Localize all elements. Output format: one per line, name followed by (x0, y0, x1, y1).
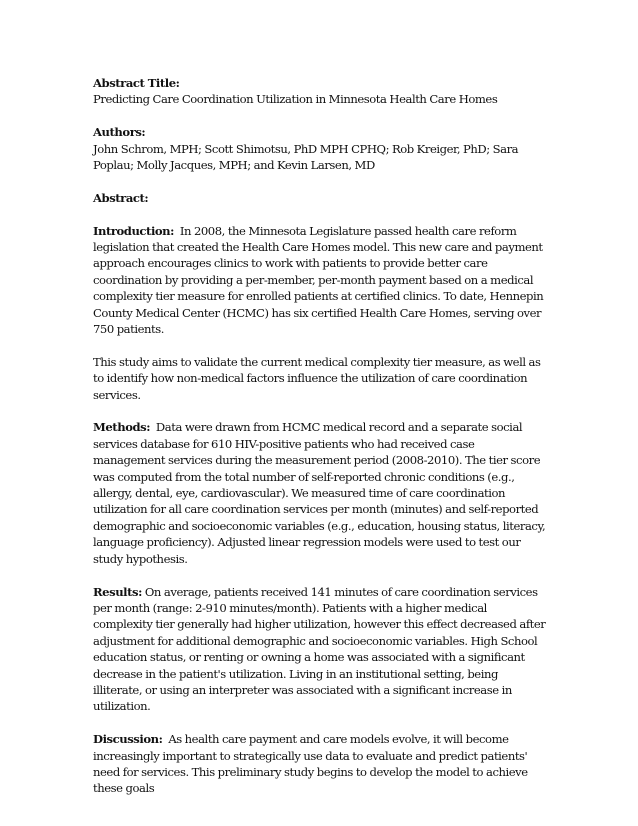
methods-paragraph (93, 419, 546, 567)
abstract-title-text: Predicting Care Coordination Utilization in Minnesota Health Care Homes (93, 92, 498, 107)
discussion-text: As health care payment and care models evolve, it will become increasingly important to strategically use data to evaluate and predict patients' need for services. This preliminary study begins to develop the model to achieve these goals (93, 732, 528, 796)
discussion-section (93, 731, 546, 797)
results-heading: Results: (93, 584, 142, 599)
results-paragraph (93, 584, 546, 715)
results-section (93, 584, 546, 715)
results-text: On average, patients received 141 minutes of care coordination services per month (range: 2-910 minutes/month). Patients with a higher medical complexity tier generally had higher utilization, however this effect decreased after adjustment for additional demographic and socioeconomic variables. High School education status, or renting or owning a home was associated with a significant decrease in the patient's utilization. Living in an institutional setting, being illiterate, or using an interpreter was associated with a significant increase in utilization. (93, 584, 546, 714)
authors-heading: Authors: (93, 125, 146, 140)
authors-section (93, 124, 546, 173)
discussion-heading: Discussion: (93, 732, 163, 747)
methods-section (93, 419, 546, 567)
abstract-title-section (93, 75, 546, 108)
aim-text: This study aims to validate the current medical complexity tier measure, as well as to identify how non-medical factors influence the utilization of care coordination services. (93, 354, 541, 402)
introduction-heading: Introduction: (93, 223, 174, 238)
introduction-section (93, 223, 546, 338)
methods-heading: Methods: (93, 420, 151, 435)
abstract-title-heading: Abstract Title: (93, 76, 180, 90)
abstract-heading-block (93, 190, 546, 206)
abstract-heading: Abstract: (93, 190, 149, 205)
methods-text: Data were drawn from HCMC medical record and a separate social services database for 610 HIV-positive patients who had received case management services during the measurement period (2008-2010). The tier score was computed from the total number of self-reported chronic conditions (e.g., allergy, dental, eye, cardiovascular). We measured time of care coordination utilization for all care coordination services per month (minutes) and self-reported demographic and socioeconomic variables (e.g., education, housing status, literacy, language proficiency). Adjusted linear regression models were used to test our study hypothesis. (93, 420, 546, 566)
aim-section (93, 354, 546, 403)
introduction-text: In 2008, the Minnesota Legislature passed health care reform legislation that created the Health Care Homes model. This new care and payment approach encourages clinics to work with patients to provide better care coordination by providing a per-member, per-month payment based on a medical complexity tier measure for enrolled patients at certified clinics. To date, Hennepin County Medical Center (HCMC) has six certified Health Care Homes, serving over 750 patients. (93, 223, 544, 337)
introduction-paragraph (93, 223, 546, 338)
authors-text: John Schrom, MPH; Scott Shimotsu, PhD MPH CPHQ; Rob Kreiger, PhD; Sara Poplau; Molly Jacques, MPH; and Kevin Larsen, MD (93, 141, 519, 173)
discussion-paragraph (93, 731, 546, 797)
